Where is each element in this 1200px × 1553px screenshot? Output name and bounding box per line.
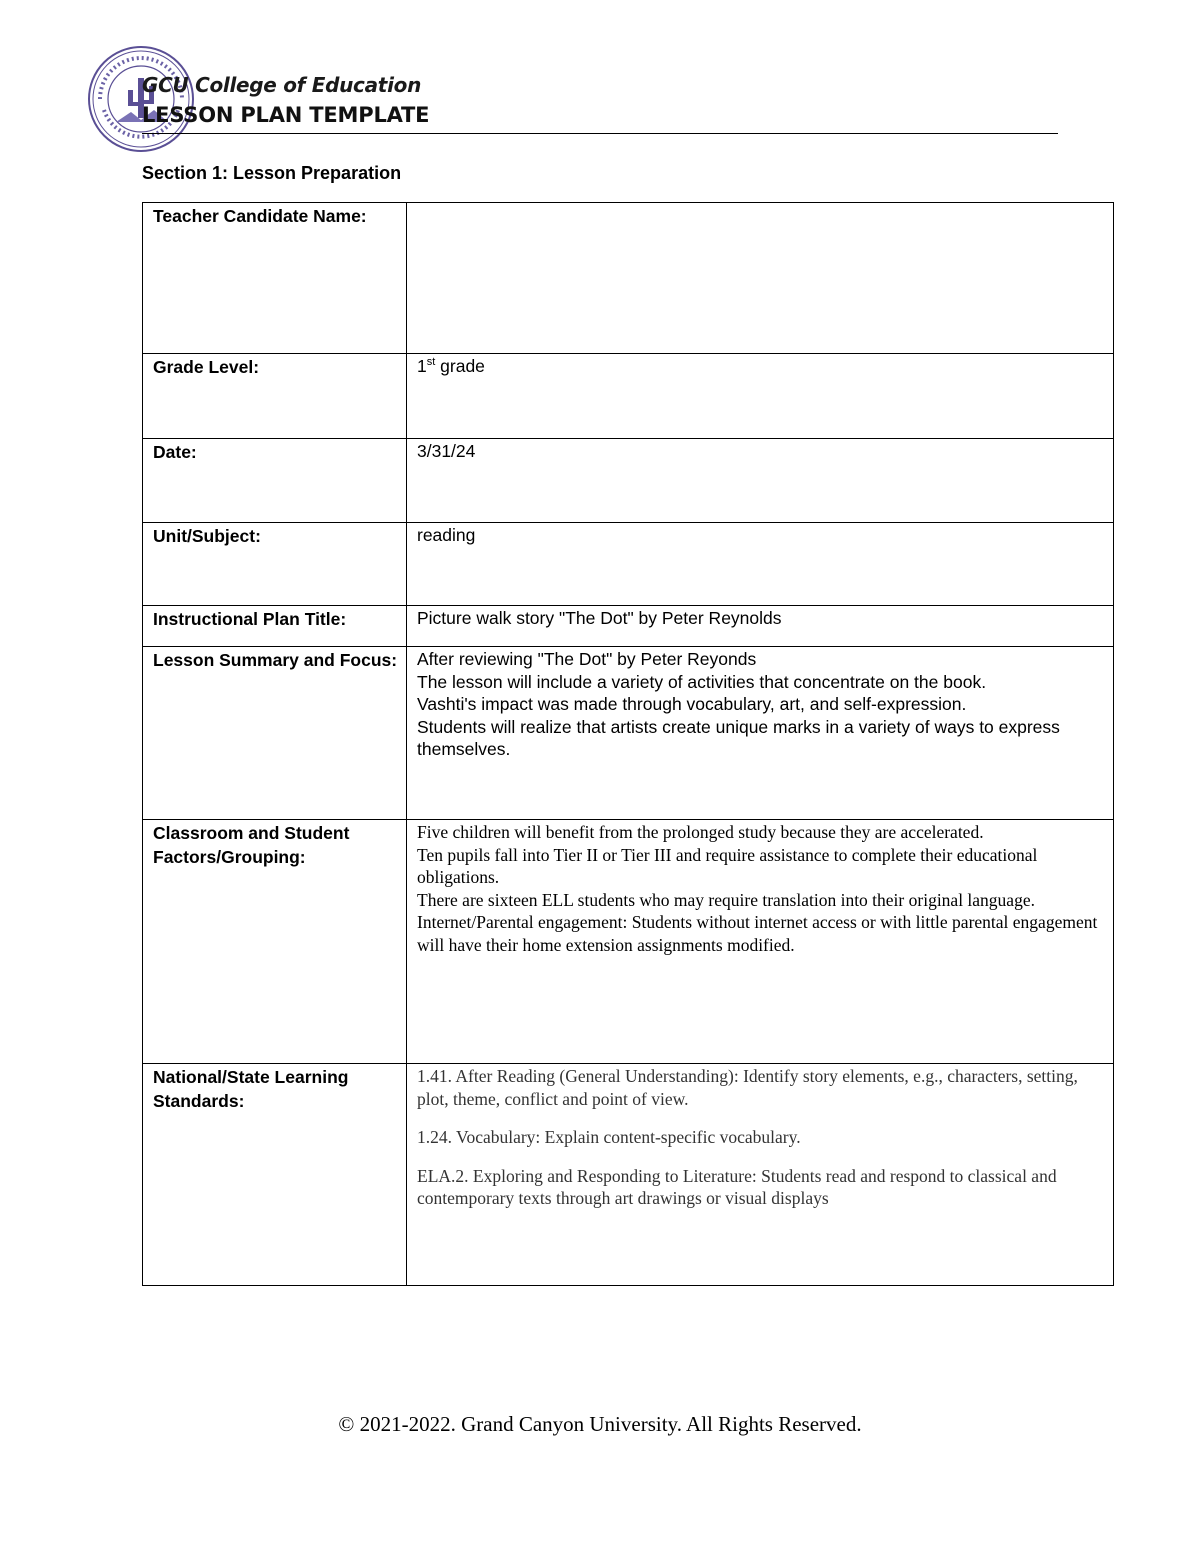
factor-line: Ten pupils fall into Tier II or Tier III and require assistance to complete their educational obligations. xyxy=(417,844,1038,887)
table-row-date xyxy=(143,439,1114,523)
section-title: Section 1: Lesson Preparation xyxy=(142,163,402,183)
factor-line: Internet/Parental engagement: Students without internet access or with little parental engagement will have their home extension assignments modified. xyxy=(417,912,1098,955)
grade-word: grade xyxy=(435,356,485,376)
table-row-standards xyxy=(143,1064,1114,1286)
unit-subject-value: reading xyxy=(407,523,1114,606)
teacher-name-value xyxy=(407,203,1114,354)
factors-label: Classroom and Student Factors/Grouping: xyxy=(143,820,407,1064)
summary-line: Students will realize that artists create unique marks in a variety of ways to express themselves. xyxy=(417,716,1060,759)
standard-item: ELA.2. Exploring and Responding to Literature: Students read and respond to classical and contemporary texts through art drawings or visual displays xyxy=(417,1165,1057,1208)
summary-line: The lesson will include a variety of activities that concentrate on the book. xyxy=(417,671,987,692)
summary-label: Lesson Summary and Focus: xyxy=(143,647,407,820)
summary-line: Vashti's impact was made through vocabulary, art, and self-expression. xyxy=(417,694,967,714)
header-divider xyxy=(142,133,1058,134)
lesson-plan-table xyxy=(142,202,1114,1286)
document-title: LESSON PLAN TEMPLATE xyxy=(142,103,430,127)
plan-title-label: Instructional Plan Title: xyxy=(143,606,407,647)
date-label: Date: xyxy=(143,439,407,523)
plan-title-value: Picture walk story "The Dot" by Peter Reynolds xyxy=(407,606,1114,647)
teacher-name-label: Teacher Candidate Name: xyxy=(143,203,407,354)
date-value: 3/31/24 xyxy=(407,439,1114,523)
gcu-seal-icon xyxy=(86,44,196,154)
copyright-footer: © 2021-2022. Grand Canyon University. All Rights Reserved. xyxy=(338,1412,862,1436)
grade-number: 1 xyxy=(417,356,427,376)
standard-item: 1.24. Vocabulary: Explain content-specific vocabulary. xyxy=(417,1127,801,1147)
table-row-unit xyxy=(143,523,1114,606)
unit-subject-label: Unit/Subject: xyxy=(143,523,407,606)
standards-label: National/State Learning Standards: xyxy=(143,1064,407,1286)
factors-value xyxy=(407,820,1114,1064)
grade-ordinal: st xyxy=(426,356,436,369)
summary-value xyxy=(407,647,1114,820)
factor-line: There are sixteen ELL students who may require translation into their original language. xyxy=(417,889,1035,910)
table-row-summary xyxy=(143,647,1114,820)
table-row-factors xyxy=(143,820,1114,1064)
table-row-plan-title xyxy=(143,606,1114,647)
table-row-teacher xyxy=(143,203,1114,354)
summary-line: After reviewing "The Dot" by Peter Reyonds xyxy=(417,649,757,669)
grade-level-value xyxy=(407,354,1114,439)
standard-item: 1.41. After Reading (General Understanding): Identify story elements, e.g., characters, setting, plot, theme, conflict and point of view. xyxy=(417,1066,1078,1109)
grade-level-label: Grade Level: xyxy=(143,354,407,439)
standards-value xyxy=(407,1064,1114,1286)
college-name: GCU College of Education xyxy=(142,73,422,97)
table-row-grade xyxy=(143,354,1114,439)
factor-line: Five children will benefit from the prolonged study because they are accelerated. xyxy=(417,822,984,842)
